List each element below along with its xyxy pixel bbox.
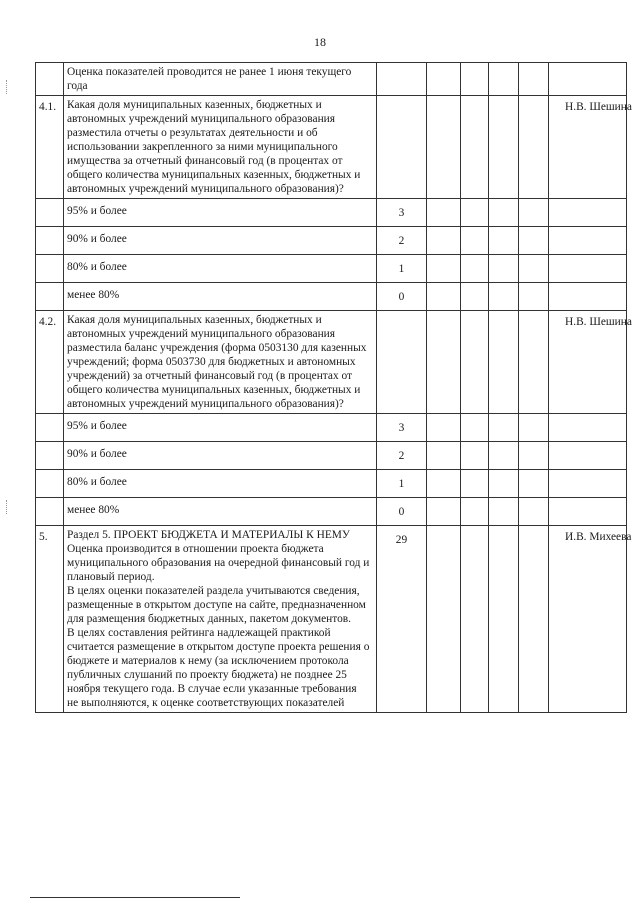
section-description-cell: [64, 526, 377, 713]
empty-cell: [519, 199, 549, 227]
empty-cell: [489, 311, 519, 414]
empty-cell: [489, 255, 519, 283]
table-row: [36, 498, 627, 526]
answer-option-cell: 80% и более: [64, 255, 377, 283]
empty-cell: [461, 283, 489, 311]
empty-cell: [427, 311, 461, 414]
responsible-person-cell: [549, 255, 627, 283]
answer-option-cell: менее 80%: [64, 498, 377, 526]
empty-cell: [461, 63, 489, 96]
section-number-cell: [36, 63, 64, 96]
responsible-person-cell: [549, 227, 627, 255]
answer-option-cell: менее 80%: [64, 283, 377, 311]
responsible-person-cell: [549, 414, 627, 442]
empty-cell: [427, 63, 461, 96]
margin-mark: [6, 80, 8, 94]
footer-rule: [30, 897, 240, 898]
empty-cell: [519, 227, 549, 255]
section-number-cell: [36, 283, 64, 311]
score-cell: [377, 63, 427, 96]
empty-cell: [427, 442, 461, 470]
empty-cell: [489, 442, 519, 470]
empty-cell: [519, 63, 549, 96]
empty-cell: [461, 199, 489, 227]
section-number-cell: [36, 227, 64, 255]
table-row: [36, 227, 627, 255]
empty-cell: [519, 498, 549, 526]
score-cell: 1: [377, 470, 427, 498]
table-row: [36, 414, 627, 442]
section-number-cell: [36, 442, 64, 470]
responsible-person-cell: [549, 498, 627, 526]
table-row: [36, 255, 627, 283]
empty-cell: [427, 283, 461, 311]
table-row: [36, 442, 627, 470]
question-cell: Оценка показателей проводится не ранее 1 июня текущего года: [64, 63, 377, 96]
empty-cell: [461, 227, 489, 255]
section-number-cell: [36, 199, 64, 227]
section-number-cell: [36, 255, 64, 283]
responsible-person-cell: [549, 199, 627, 227]
responsible-person-cell: [549, 470, 627, 498]
responsible-person-cell: [549, 283, 627, 311]
score-cell: 3: [377, 414, 427, 442]
responsible-person-cell: Н.В. Шешина: [549, 96, 627, 199]
score-cell: 2: [377, 227, 427, 255]
table-row: [36, 283, 627, 311]
empty-cell: [427, 96, 461, 199]
section-heading: Раздел 5. ПРОЕКТ БЮДЖЕТА И МАТЕРИАЛЫ К НЕМУ: [67, 529, 350, 541]
empty-cell: [461, 498, 489, 526]
empty-cell: [427, 255, 461, 283]
empty-cell: [461, 470, 489, 498]
empty-cell: [461, 96, 489, 199]
table-row: [36, 199, 627, 227]
empty-cell: [489, 283, 519, 311]
section-number-cell: [36, 470, 64, 498]
score-cell: 29: [377, 526, 427, 713]
table-row: [36, 526, 627, 713]
empty-cell: [489, 199, 519, 227]
page-number: 18: [314, 35, 326, 49]
table-row: [36, 96, 627, 199]
empty-cell: [461, 255, 489, 283]
empty-cell: [427, 498, 461, 526]
responsible-person-cell: [549, 63, 627, 96]
empty-cell: [489, 414, 519, 442]
empty-cell: [489, 470, 519, 498]
section-number-cell: 4.2.: [36, 311, 64, 414]
empty-cell: [427, 227, 461, 255]
answer-option-cell: 90% и более: [64, 442, 377, 470]
score-cell: [377, 311, 427, 414]
empty-cell: [519, 255, 549, 283]
section-number-cell: [36, 414, 64, 442]
answer-option-cell: 95% и более: [64, 414, 377, 442]
empty-cell: [427, 199, 461, 227]
table-row: [36, 63, 627, 96]
empty-cell: [519, 526, 549, 713]
empty-cell: [489, 96, 519, 199]
empty-cell: [461, 311, 489, 414]
empty-cell: [519, 470, 549, 498]
question-cell: Какая доля муниципальных казенных, бюджетных и автономных учреждений муниципального образования разместила баланс учреждения (форма 0503130 для казенных учреждений; форма 0503730 для бюджетных и автономных учреждений) за отчетный финансовый год (в процентах от общего количества муниципальных казенных, бюджетных и автономных учреждений муниципального образования)?: [64, 311, 377, 414]
empty-cell: [489, 526, 519, 713]
question-cell: Какая доля муниципальных казенных, бюджетных и автономных учреждений муниципального образования разместила отчеты о результатах деятельности и об использовании закрепленного за ними муниципального имущества за отчетный финансовый год (в процентах от общего количества муниципальных казенных, бюджетных и автономных учреждений муниципального образования)?: [64, 96, 377, 199]
score-cell: 0: [377, 283, 427, 311]
empty-cell: [461, 442, 489, 470]
score-cell: 1: [377, 255, 427, 283]
section-number-cell: 4.1.: [36, 96, 64, 199]
empty-cell: [427, 470, 461, 498]
empty-cell: [519, 283, 549, 311]
empty-cell: [489, 498, 519, 526]
empty-cell: [519, 442, 549, 470]
answer-option-cell: 90% и более: [64, 227, 377, 255]
empty-cell: [519, 311, 549, 414]
responsible-person-cell: [549, 442, 627, 470]
answer-option-cell: 95% и более: [64, 199, 377, 227]
score-cell: 2: [377, 442, 427, 470]
margin-mark: [6, 500, 8, 514]
empty-cell: [489, 63, 519, 96]
section-number-cell: 5.: [36, 526, 64, 713]
empty-cell: [489, 227, 519, 255]
table-row: [36, 470, 627, 498]
table-row: [36, 311, 627, 414]
rating-criteria-table: [35, 62, 632, 713]
empty-cell: [427, 526, 461, 713]
empty-cell: [461, 526, 489, 713]
score-cell: 0: [377, 498, 427, 526]
empty-cell: [427, 414, 461, 442]
section-paragraph: В целях составления рейтинга надлежащей практикой считается размещение в открытом доступе проекта решения о бюджете и материалов к нему (за исключением протокола публичных слушаний по проекту бюджета) не позднее 25 ноября текущего года. В случае если указанные требования не выполняются, к оценке соответствующих показателей: [67, 627, 370, 709]
score-cell: [377, 96, 427, 199]
section-paragraph: В целях оценки показателей раздела учитываются сведения, размещенные в открытом доступе на сайте, предназначенном для размещения бюджетных данных, пакетом документов.: [67, 585, 366, 625]
empty-cell: [519, 96, 549, 199]
answer-option-cell: 80% и более: [64, 470, 377, 498]
section-number-cell: [36, 498, 64, 526]
section-paragraph: Оценка производится в отношении проекта бюджета муниципального образования на очередной финансовый год и плановый период.: [67, 543, 370, 583]
score-cell: 3: [377, 199, 427, 227]
responsible-person-cell: И.В. Михеева: [549, 526, 627, 713]
empty-cell: [519, 414, 549, 442]
empty-cell: [461, 414, 489, 442]
responsible-person-cell: Н.В. Шешина: [549, 311, 627, 414]
